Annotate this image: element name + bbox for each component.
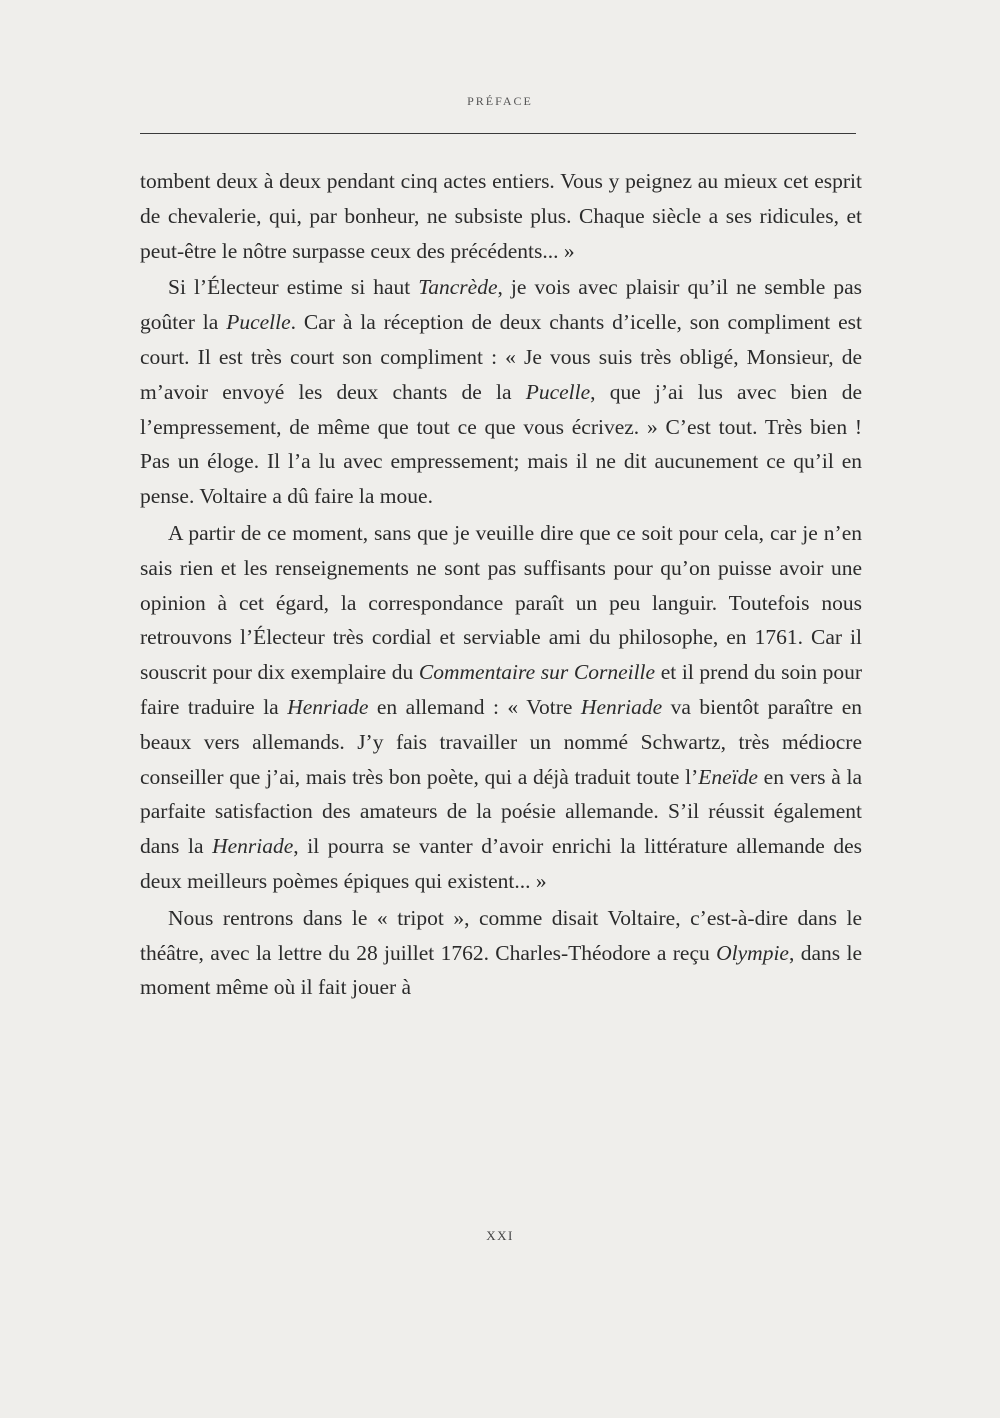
paragraph-4 <box>140 901 862 1005</box>
text-run: va bientôt paraître en beaux vers allemands. J’y fais travailler un nommé Schwartz, très médiocre conseiller que j’ai, mais très bon poète, qui a déjà traduit toute l’ <box>140 694 863 789</box>
paragraph-1 <box>140 164 862 268</box>
italic-title: Tancrède <box>418 275 498 300</box>
text-run: A partir de ce moment, sans que je veuille dire que ce soit pour cela, car je n’en sais rien et les renseignements ne sont pas suffisants pour qu’on puisse avoir une opinion à cet égard, la correspondance paraît un peu languir. Toutefois nous retrouvons l’Électeur très cordial et serviable ami du philosophe, en 1761. Car il souscrit pour dix exemplaire du <box>140 520 862 685</box>
text-run: en vers à la parfaite satisfaction des amateurs de la poésie allemande. S’il réussit également dans la <box>140 764 863 859</box>
text-run: , dans le moment même où il fait jouer à <box>140 940 862 1000</box>
text-run: en allemand : « Votre <box>368 694 581 719</box>
italic-title: Pucelle <box>226 310 291 335</box>
running-head: PRÉFACE <box>467 94 533 108</box>
text-run: , je vois avec plaisir qu’il ne semble pas goûter la <box>140 275 862 335</box>
italic-title: Henriade <box>212 834 294 859</box>
text-run: et il prend du soin pour faire traduire la <box>140 660 862 719</box>
italic-title: Commentaire sur Corneille <box>418 660 656 685</box>
italic-title: Henriade <box>580 694 663 719</box>
text-run: Si l’Électeur estime si haut <box>168 275 419 300</box>
text-run: . Car à la réception de deux chants d’icelle, son compliment est court. Il est très court son compliment : « Je vous suis très obligé, Monsieur, de m’avoir envoyé les deux chants de la <box>140 310 862 404</box>
text-run: Nous rentrons dans le « tripot », comme disait Voltaire, c’est-à-dire dans le théâtre, avec la lettre du 28 juillet 1762. Charles-Théodore a reçu <box>140 905 862 965</box>
paragraph-2 <box>140 270 862 514</box>
text-run: , que j’ai lus avec bien de l’empressement, de même que tout ce que vous écrivez. » C’est tout. Très bien ! Pas un éloge. Il l’a lu avec empressement; mais il ne dit aucunement ce qu’il en pense. Voltaire a dû faire la moue. <box>140 379 862 509</box>
italic-title: Pucelle <box>525 379 591 404</box>
italic-title: Eneïde <box>698 764 758 789</box>
italic-title: Olympie <box>716 940 789 965</box>
body-text <box>140 164 862 1005</box>
page-number: XXI <box>486 1228 514 1243</box>
text-run: tombent deux à deux pendant cinq actes entiers. Vous y peignez au mieux cet esprit de chevalerie, qui, par bonheur, ne subsiste plus. Chaque siècle a ses ridicules, et peut-être le nôtre surpasse ceux des précédents... » <box>140 169 862 263</box>
header-rule <box>140 133 856 134</box>
text-run: , il pourra se vanter d’avoir enrichi la littérature allemande des deux meilleurs poèmes épiques qui existent... » <box>140 834 862 893</box>
italic-title: Henriade <box>287 694 369 719</box>
paragraph-3 <box>140 516 862 899</box>
